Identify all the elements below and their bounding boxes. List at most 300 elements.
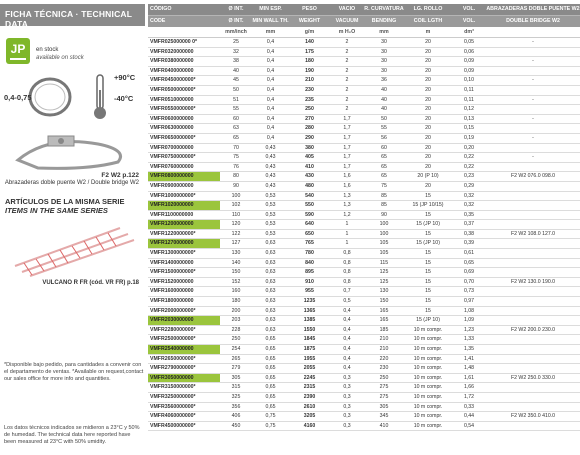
table-row: [148, 172, 580, 182]
header-en-col-1: Ø INT.: [228, 18, 244, 24]
table-row: [148, 192, 580, 202]
product-code: VMFR2000000000*: [150, 307, 196, 314]
cell-value: 1,72: [463, 393, 475, 400]
cell-value: 315: [231, 384, 241, 391]
cell-value: 1845: [303, 336, 316, 343]
cell-value: 2: [345, 58, 349, 65]
product-code: VMFR1020000000: [148, 201, 220, 210]
cell-value: 0,43: [265, 163, 276, 170]
bridge-empty: [486, 345, 580, 354]
cell-value: 0,32: [463, 192, 475, 199]
product-code: VMFR4060000000*: [150, 413, 196, 420]
cell-value: 0,3: [343, 393, 351, 400]
product-code: VMFR1520000000: [150, 278, 194, 285]
header-en-col-8: DOUBLE BRIDGE W2: [506, 18, 560, 24]
cell-value: 235: [305, 96, 314, 103]
cell-value: 10 m compr.: [413, 326, 443, 333]
table-row: [148, 403, 580, 413]
cell-value: 20: [425, 48, 431, 55]
bridge-empty: [486, 355, 580, 364]
cell-value: 40: [381, 86, 387, 93]
cell-value: 410: [305, 163, 314, 170]
cell-value: 290: [305, 134, 314, 141]
cell-value: 0,63: [265, 317, 276, 324]
cell-value: 0,4: [266, 39, 275, 45]
cell-value: 0,63: [265, 307, 276, 314]
cell-value: 10 m compr.: [413, 393, 443, 400]
cell-value: 100: [379, 221, 389, 228]
cell-value: 76: [233, 163, 239, 170]
bridge-empty: [486, 67, 580, 76]
cell-value: 0,97: [463, 298, 475, 305]
cell-value: 0,61: [463, 250, 475, 257]
table-row: [148, 67, 580, 77]
cell-value: 15: [425, 269, 431, 276]
bridge-empty: [486, 335, 580, 344]
cell-value: 20: [425, 182, 431, 189]
cell-value: 40: [381, 106, 387, 113]
cell-value: 0,63: [265, 240, 276, 247]
technical-data-table: [148, 4, 580, 431]
table-row: [148, 316, 580, 326]
bridge-empty: [486, 422, 580, 431]
table-header-en: [148, 15, 580, 27]
table-row: [148, 422, 580, 432]
cell-value: 0,05: [463, 39, 475, 45]
cell-value: 0,3: [343, 403, 351, 410]
clamp-label: [5, 172, 139, 187]
table-row: [148, 355, 580, 365]
cell-value: 0,43: [265, 144, 276, 151]
cell-value: 20: [425, 125, 431, 132]
cell-value: 0,5: [343, 298, 351, 305]
cell-value: 1,08: [463, 307, 475, 314]
cell-value: 0,22: [463, 163, 475, 170]
cell-value: 1,7: [343, 144, 351, 151]
table-row: [148, 287, 580, 297]
bridge-clamp-ref: F2 W2 350.0 410.0: [510, 413, 556, 420]
table-row: [148, 76, 580, 86]
cell-value: 955: [305, 288, 314, 295]
cell-value: 780: [305, 250, 314, 257]
bridge-dash: -: [532, 39, 534, 45]
header-en-col-5: BENDING: [371, 18, 397, 24]
cell-value: 90: [233, 182, 239, 189]
header-es-col-5: R. CURVATURA: [364, 6, 404, 12]
cell-value: 1,7: [343, 163, 351, 170]
cell-value: 0,22: [463, 154, 475, 161]
cell-value: 228: [231, 326, 241, 333]
cell-value: 0,4: [266, 58, 275, 65]
bridge-empty: [486, 287, 580, 296]
cell-value: 1,35: [463, 346, 475, 352]
header-es-col-7: VOL.: [462, 6, 476, 12]
header-es-col-8: ABRAZADERAS DOBLE PUENTE W2: [486, 6, 580, 12]
cell-value: 220: [379, 355, 389, 362]
cell-value: 90: [381, 211, 387, 218]
cell-value: 0,39: [463, 240, 475, 247]
bridge-empty: [486, 86, 580, 95]
cell-value: 0,4: [343, 307, 351, 314]
cell-value: 10 m compr.: [413, 355, 443, 362]
table-row: [148, 412, 580, 422]
cell-value: 0,4: [266, 48, 275, 55]
bridge-empty: [486, 105, 580, 114]
cell-value: 0,38: [463, 230, 475, 237]
cell-value: 0,11: [464, 96, 474, 103]
cell-value: 40: [233, 67, 239, 74]
cell-value: 0,65: [265, 374, 276, 381]
cell-value: 0,7: [343, 288, 351, 295]
cell-value: 1,48: [463, 365, 475, 372]
cell-value: 0,53: [265, 192, 276, 199]
cell-value: 190: [305, 67, 314, 74]
table-row: [148, 364, 580, 374]
cell-value: 0,3: [343, 422, 351, 429]
product-code: VMFR1200000000: [148, 220, 220, 229]
cell-value: 230: [305, 86, 314, 93]
cell-value: 165: [379, 307, 389, 314]
cell-value: 430: [305, 173, 314, 180]
cell-value: 1,7: [343, 134, 351, 141]
cell-value: 410: [379, 422, 389, 429]
cell-value: 110: [231, 211, 241, 218]
cell-value: 10 m compr.: [413, 346, 443, 352]
cell-value: 1,7: [343, 115, 351, 122]
header-en-col-4: VACUUM: [335, 18, 359, 24]
bridge-empty: [486, 297, 580, 306]
cell-value: 305: [379, 403, 389, 410]
cell-value: 105: [379, 250, 389, 257]
header-unit-col-3: g/m: [304, 29, 315, 35]
cell-value: 0,15: [463, 125, 475, 132]
cell-value: 0,65: [265, 355, 276, 362]
cell-value: 20 (P 10): [417, 173, 439, 180]
product-code: VMFR0380000000: [150, 58, 194, 65]
header-es-col-2: MIN ESP.: [259, 6, 282, 12]
cell-value: 180: [305, 58, 314, 65]
cell-value: 20: [425, 154, 431, 161]
bridge-empty: [486, 268, 580, 277]
cell-value: 15 (JP 10/15): [412, 202, 444, 209]
cell-value: 0,4: [266, 134, 275, 141]
product-code: VMFR3150000000*: [150, 384, 196, 391]
cell-value: 60: [381, 144, 387, 151]
cell-value: 75: [381, 182, 387, 189]
cell-value: 380: [305, 144, 314, 151]
cell-value: 0,65: [265, 336, 276, 343]
cell-value: 180: [231, 298, 241, 305]
bridge-empty: [486, 316, 580, 325]
cell-value: 2: [345, 48, 349, 55]
bridge-dash: -: [532, 134, 534, 141]
product-code: VMFR025000000 0*: [150, 39, 198, 45]
cell-value: 15 (JP 10): [416, 221, 440, 228]
cell-value: 1,33: [463, 336, 475, 343]
cell-value: 1,61: [463, 374, 475, 381]
cell-value: 0,63: [265, 288, 276, 295]
table-row: [148, 124, 580, 134]
cell-value: 85: [381, 202, 387, 209]
availability-note: *Disponible bajo pedido, para cantidades a convenir con el departamento de ventas. *Available on request,contact our sales office for more info and quantities.: [4, 362, 144, 382]
table-row: [148, 144, 580, 154]
cell-value: 0,53: [265, 211, 276, 218]
table-row: [148, 335, 580, 345]
bridge-empty: [486, 124, 580, 133]
product-code: VMFR0320000000: [150, 48, 194, 55]
cell-value: 30: [381, 58, 387, 65]
cell-value: 65: [381, 173, 387, 180]
cell-value: 650: [305, 230, 314, 237]
cell-value: 0,35: [463, 211, 475, 218]
bridge-empty: [486, 364, 580, 373]
bridge-empty: [486, 220, 580, 229]
cell-value: 20: [425, 39, 431, 45]
cell-value: 165: [379, 317, 389, 324]
cell-value: 210: [379, 336, 389, 343]
cell-value: 1,66: [463, 384, 475, 391]
cell-value: 20: [425, 67, 431, 74]
product-code: VMFR0600000000: [150, 115, 194, 122]
cell-value: 2390: [303, 393, 316, 400]
cell-value: 0,19: [463, 134, 475, 141]
cell-value: 1,3: [343, 192, 351, 199]
bridge-empty: [486, 259, 580, 268]
section-title: FICHA TÉCNICA · TECHNICAL DATA: [5, 9, 132, 29]
cell-value: 640: [305, 221, 314, 228]
same-series-en: ITEMS IN THE SAME SERIES: [5, 206, 108, 215]
cell-value: 0,23: [463, 173, 475, 180]
product-code: VMFR0500000000*: [150, 86, 196, 93]
cell-value: 0,4: [266, 77, 275, 84]
bridge-empty: [486, 403, 580, 412]
cell-value: 0,65: [265, 384, 276, 391]
header-es-col-6: LG. ROLLO: [413, 6, 443, 12]
product-code: VMFR0650000000*: [150, 134, 196, 141]
cell-value: 50: [233, 86, 239, 93]
cell-value: 765: [305, 240, 314, 247]
cell-value: 65: [233, 134, 239, 141]
table-row: [148, 38, 580, 48]
bridge-empty: [486, 211, 580, 220]
cell-value: 1,23: [463, 326, 475, 333]
cell-value: 1,7: [343, 125, 351, 132]
header-en-col-7: VOL.: [462, 18, 476, 24]
left-panel: [0, 0, 145, 455]
cell-value: 480: [305, 182, 314, 189]
cell-value: 0,3: [343, 413, 351, 420]
cell-value: 15: [425, 250, 431, 257]
cell-value: 20: [425, 106, 431, 113]
temp-min: -40°C: [114, 94, 134, 103]
table-row: [148, 220, 580, 230]
cell-value: 0,4: [343, 355, 351, 362]
product-code: VMFR1800000000: [150, 298, 194, 305]
cell-value: 100: [379, 230, 389, 237]
cell-value: 590: [305, 211, 314, 218]
stock-es: en stock: [36, 47, 59, 53]
cell-value: 0,73: [463, 288, 475, 295]
cell-value: 65: [381, 154, 387, 161]
cell-value: 15 (JP 10): [416, 317, 440, 324]
bridge-empty: [486, 144, 580, 153]
cell-value: 210: [379, 346, 389, 352]
cell-value: 65: [381, 163, 387, 170]
cell-value: 0,4: [266, 106, 275, 113]
product-code: VMFR1500000000*: [150, 269, 196, 276]
cell-value: 2315: [303, 384, 316, 391]
product-code: VMFR3050000000: [148, 374, 220, 383]
cell-value: 1875: [303, 346, 316, 352]
cell-value: 0,44: [463, 413, 475, 420]
header-unit-col-4: m H₂O: [338, 29, 356, 35]
cell-value: 0,8: [343, 259, 351, 266]
product-code: VMFR0760000000: [150, 163, 194, 170]
header-unit-col-6: m: [425, 29, 431, 35]
table-row: [148, 201, 580, 211]
cell-value: 2610: [303, 403, 316, 410]
jp-logo: JP: [6, 38, 30, 64]
table-row: [148, 134, 580, 144]
header-en-col-0: CODE: [150, 18, 166, 24]
table-row: [148, 48, 580, 58]
cell-value: 15: [425, 192, 431, 199]
cell-value: 36: [381, 77, 387, 84]
cell-value: 2: [345, 96, 349, 103]
cell-value: 105: [379, 240, 389, 247]
cell-value: 0,4: [343, 317, 351, 324]
cell-value: 15: [425, 278, 431, 285]
cell-value: 20: [425, 134, 431, 141]
cell-value: 10 m compr.: [413, 336, 443, 343]
cell-value: 160: [231, 288, 241, 295]
cell-value: 40: [381, 96, 387, 103]
cell-value: 0,8: [343, 269, 351, 276]
cell-value: 38: [233, 58, 239, 65]
product-code: VMFR1270000000: [148, 239, 220, 248]
cell-value: 75: [233, 154, 239, 161]
header-en-col-6: COIL LGTH: [413, 18, 443, 24]
cell-value: 254: [231, 346, 241, 352]
product-code: VMFR0700000000: [150, 144, 194, 151]
cell-value: 80: [233, 173, 239, 180]
cell-value: 0,4: [343, 365, 351, 372]
clamp-image: [8, 130, 138, 172]
cell-value: 10 m compr.: [413, 403, 443, 410]
cell-value: 0,63: [265, 298, 276, 305]
product-code: VMFR1400000000: [150, 259, 194, 266]
cell-value: 20: [425, 86, 431, 93]
table-header-es: [148, 4, 580, 15]
cell-value: 0,3: [343, 374, 351, 381]
cell-value: 100: [231, 192, 241, 199]
cell-value: 345: [379, 413, 389, 420]
cell-value: 0,65: [463, 259, 475, 266]
cell-value: 32: [233, 48, 239, 55]
thickness-range: 0,4-0,75: [4, 93, 32, 102]
measurement-note: Los datos técnicos indicados se midieron a 23°C y 50% de humedad. The technical data here reported have been measured at 23°C with 50% umidity.: [4, 425, 140, 445]
cell-value: 540: [305, 192, 314, 199]
table-row: [148, 393, 580, 403]
cell-value: 0,65: [265, 365, 276, 372]
cell-value: 0,43: [265, 182, 276, 189]
cell-value: 0,06: [463, 48, 475, 55]
cell-value: 85: [381, 192, 387, 199]
cell-value: 120: [231, 221, 241, 228]
bridge-dash: -: [532, 115, 534, 122]
cell-value: 20: [425, 96, 431, 103]
cell-value: 0,11: [464, 86, 474, 93]
cell-value: 0,69: [463, 269, 475, 276]
product-code: VMFR0510000000: [150, 96, 194, 103]
table-row: [148, 259, 580, 269]
cell-value: 0,3: [343, 384, 351, 391]
table-row: [148, 96, 580, 106]
cell-value: 150: [231, 269, 241, 276]
product-code: VMFR1300000000*: [150, 250, 196, 257]
cell-value: 1,7: [343, 154, 351, 161]
table-row: [148, 239, 580, 249]
cell-value: 30: [381, 39, 387, 45]
cell-value: 63: [233, 125, 239, 132]
table-row: [148, 383, 580, 393]
header-es-col-0: CÓDIGO: [150, 6, 172, 12]
bridge-clamp-ref: F2 W2 130.0 190.0: [510, 278, 556, 285]
product-code: VMFR3250000000*: [150, 393, 196, 400]
cell-value: 270: [305, 115, 314, 122]
product-code: VMFR2540000000: [148, 345, 220, 354]
cell-value: 0,4: [266, 86, 275, 93]
cell-value: 840: [305, 259, 314, 266]
temp-max: +90°C: [114, 73, 136, 82]
cell-value: 0,4: [266, 115, 275, 122]
bridge-clamp-ref: F2 W2 250.0 330.0: [510, 374, 556, 381]
cell-value: 275: [379, 384, 389, 391]
cell-value: 325: [231, 393, 241, 400]
product-code: VMFR1220000000*: [150, 230, 196, 237]
cell-value: 20: [425, 163, 431, 170]
product-code: VMFR0630000000: [150, 125, 194, 132]
cell-value: 125: [379, 269, 389, 276]
cell-value: 30: [381, 67, 387, 74]
table-row: [148, 326, 580, 336]
cell-value: 305: [231, 374, 241, 381]
table-row: [148, 278, 580, 288]
header-unit-col-7: dm³: [464, 29, 474, 35]
cell-value: 405: [305, 154, 314, 161]
product-code: VMFR0400000000: [150, 67, 194, 74]
table-row: [148, 230, 580, 240]
hose-image: [10, 222, 140, 278]
cell-value: 250: [379, 374, 389, 381]
header-es-col-1: Ø INT.: [228, 6, 244, 12]
cell-value: 200: [231, 307, 241, 314]
cell-value: 0,4: [266, 67, 275, 74]
product-code: VMFR0900000000: [150, 182, 194, 189]
cell-value: 2: [345, 77, 349, 84]
cell-value: 15: [425, 259, 431, 266]
table-row: [148, 115, 580, 125]
bridge-empty: [486, 393, 580, 402]
cell-value: 130: [379, 288, 389, 295]
cell-value: 15: [425, 211, 431, 218]
header-unit-col-8: [486, 27, 580, 37]
product-code: VMFR0750000000*: [150, 154, 196, 161]
cell-value: 10 m compr.: [413, 422, 443, 429]
cell-value: 0,33: [463, 403, 475, 410]
cell-value: 70: [233, 144, 239, 151]
bridge-empty: [486, 192, 580, 201]
